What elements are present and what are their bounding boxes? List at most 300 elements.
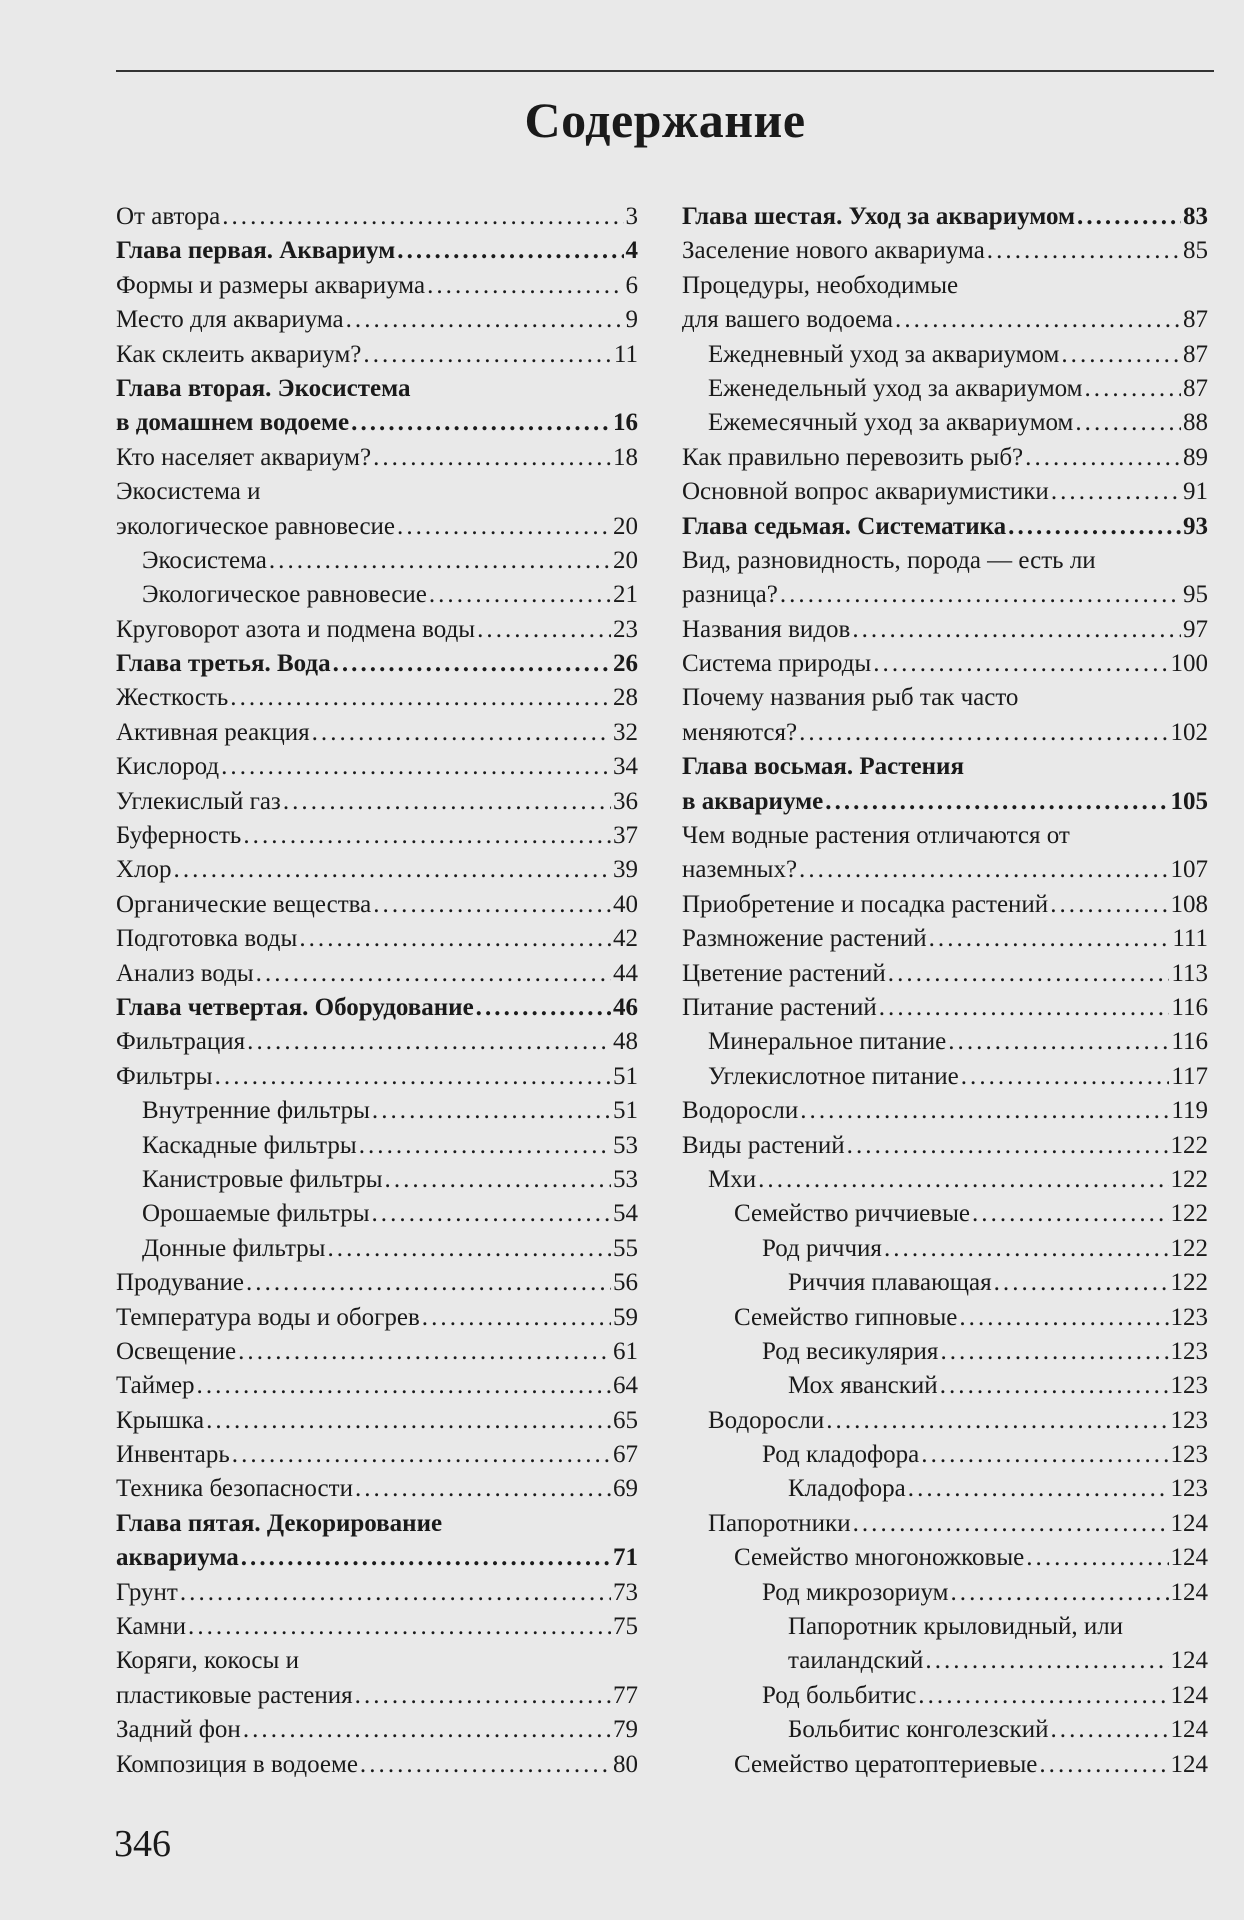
toc-entry-page: 80 [613,1750,638,1778]
dot-leader [174,853,611,887]
toc-entry-title: Крышка [116,1406,205,1434]
dot-leader [825,785,1168,819]
dot-leader [363,338,612,372]
toc-entry-title: Мох яванский [788,1372,938,1400]
toc-entry-page: 55 [613,1234,638,1262]
dot-leader [895,303,1181,337]
toc-entry-title: Канистровые фильтры [142,1165,383,1193]
toc-entry-page: 53 [613,1165,638,1193]
page-number: 346 [114,1823,171,1865]
toc-entry [682,1197,1208,1231]
toc-entry-title: Система природы [682,650,872,678]
toc-entry-page: 97 [1183,615,1208,643]
dot-leader [1025,441,1181,475]
dot-leader [758,1163,1168,1197]
toc-entry-title: Водоросли [708,1406,825,1434]
toc-entry-title: Экологическое равновесие [142,581,427,609]
toc-entry-page: 56 [613,1269,638,1297]
header-rule [116,70,1214,72]
toc-entry [116,819,638,853]
toc-entry [682,1129,1208,1163]
toc-entry [682,200,1208,234]
toc-entry-page: 124 [1170,1716,1208,1744]
dot-leader [908,1472,1169,1506]
dot-leader [918,1679,1168,1713]
dot-leader [888,957,1170,991]
toc-entry-title: Процедуры, необходимые [682,271,959,299]
toc-entry-page: 83 [1183,203,1208,230]
toc-entry-page: 20 [613,546,638,574]
dot-leader [921,1438,1168,1472]
page-title: Содержание [524,92,806,148]
toc-entry-title: Инвентарь [116,1441,230,1469]
toc-entry-title: экологическое равновесие [116,512,396,540]
toc-entry-page: 36 [613,787,638,815]
dot-leader [1085,372,1182,406]
toc-entry [116,1369,638,1403]
toc-entry-title: Освещение [116,1337,237,1365]
toc-entry [682,338,1208,372]
toc-entry [116,234,638,268]
dot-leader [269,544,611,578]
toc-entry-page: 40 [613,890,638,918]
dot-leader [188,1610,611,1644]
dot-leader [972,1197,1169,1231]
toc-entry-page: 87 [1183,306,1208,334]
toc-entry-page: 124 [1170,1509,1208,1537]
toc-entry [116,785,638,819]
dot-leader [180,1576,611,1610]
toc-entry-page: 23 [613,615,638,643]
dot-leader [1050,888,1168,922]
toc-entry-title: наземных? [682,856,798,884]
toc-entry [116,578,638,612]
dot-leader [359,1129,611,1163]
toc-entry [682,888,1208,922]
dot-leader [221,750,611,784]
dot-leader [852,613,1181,647]
toc-entry-page: 122 [1170,1200,1208,1228]
dot-leader [959,1301,1168,1335]
toc-entry-title: Глава пятая. Декорирование [116,1509,443,1537]
dot-leader [879,991,1170,1025]
dot-leader [373,441,611,475]
toc-entry-title: Каскадные фильтры [142,1131,357,1159]
dot-leader [243,819,611,853]
toc-entry-title: аквариума [116,1544,239,1572]
toc-entry-page: 124 [1170,1578,1208,1606]
toc-entry-page: 124 [1170,1681,1208,1709]
toc-entry-title: Буферность [116,822,242,850]
dot-leader [925,1644,1168,1678]
toc-entry [116,681,638,715]
toc-entry-page: 102 [1170,718,1208,746]
toc-entry [682,647,1208,681]
toc-entry-title: Минеральное питание [708,1028,947,1056]
dot-leader [197,1369,611,1403]
toc-entry [116,922,638,956]
toc-entry-title: Риччия плавающая [788,1269,992,1297]
toc-entry-title: в аквариуме [682,787,824,815]
toc-entry [116,957,638,991]
toc-entry [116,372,638,441]
toc-entry [682,1507,1208,1541]
dot-leader [1026,1541,1168,1575]
dot-leader [940,1369,1169,1403]
toc-entry [116,647,638,681]
toc-entry-title: Грунт [116,1578,178,1606]
toc-entry-title: Род весикулярия [762,1337,939,1365]
dot-leader [1008,510,1181,544]
toc-entry-title: Ежемесячный уход за аквариумом [708,409,1074,437]
toc-entry [682,991,1208,1025]
dot-leader [360,1748,611,1782]
dot-leader [256,957,611,991]
toc-entry-page: 53 [613,1131,638,1159]
toc-entry-page: 123 [1170,1303,1208,1331]
toc-entry [116,1404,638,1438]
dot-leader [799,853,1168,887]
dot-leader [799,716,1168,750]
toc-entry-page: 89 [1183,443,1208,471]
toc-entry-title: Глава восьмая. Растения [682,753,964,781]
toc-entry [682,1232,1208,1266]
toc-entry-page: 65 [613,1406,638,1434]
toc-entry-title: Папоротники [708,1509,851,1537]
toc-entry [116,888,638,922]
toc-entry-page: 93 [1183,512,1208,540]
toc-entry-title: Глава седьмая. Систематика [682,512,1007,540]
dot-leader [1051,475,1181,509]
toc-entry-title: Место для аквариума [116,306,344,334]
toc-entry-title: Еженедельный уход за аквариумом [708,374,1083,402]
toc-entry [116,1335,638,1369]
toc-entry [116,853,638,887]
dot-leader [230,681,611,715]
toc-entry [682,1576,1208,1610]
toc-entry [682,613,1208,647]
dot-leader [940,1335,1168,1369]
toc-entry [116,991,638,1025]
toc-entry [682,681,1208,750]
toc-entry-page: 123 [1170,1406,1208,1434]
toc-entry [682,475,1208,509]
dot-leader [826,1404,1168,1438]
toc-entry-page: 117 [1171,1062,1208,1090]
toc-entry [116,1197,638,1231]
toc-entry [116,716,638,750]
toc-entry [116,200,638,234]
toc-entry-title: Названия видов [682,615,851,643]
toc-entry-page: 91 [1183,478,1208,506]
toc-entry-page: 105 [1170,787,1208,815]
toc-entry-title: Коряги, кокосы и [116,1647,299,1675]
toc-entry-title: Почему названия рыб так часто [682,684,1019,712]
dot-leader [327,1232,611,1266]
toc-entry-title: Семейство риччиевые [734,1200,970,1228]
toc-entry-page: 54 [613,1200,638,1228]
toc-entry-title: Глава вторая. Экосистема [116,374,411,402]
toc-entry [682,1438,1208,1472]
toc-entry-page: 85 [1183,237,1208,265]
toc-entry-title: Подготовка воды [116,925,298,953]
toc-entry-page: 87 [1183,340,1208,368]
toc-entry-page: 64 [613,1372,638,1400]
toc-entry [682,1266,1208,1300]
dot-leader [961,1060,1170,1094]
toc-entry [682,957,1208,991]
dot-leader [994,1266,1169,1300]
dot-leader [243,1713,611,1747]
dot-leader [241,1541,611,1575]
toc-entry-title: в домашнем водоеме [116,409,350,437]
toc-entry-page: 16 [613,409,638,437]
dot-leader [427,269,623,303]
toc-entry-title: пластиковые растения [116,1681,353,1709]
toc-entry [682,372,1208,406]
toc-entry [116,338,638,372]
dot-leader [948,1025,1169,1059]
toc-entry [116,1025,638,1059]
toc-entry [682,1610,1208,1679]
toc-entry-title: Внутренние фильтры [142,1097,370,1125]
toc-entry [116,1576,638,1610]
toc-entry-page: 95 [1183,581,1208,609]
dot-leader [1077,200,1181,234]
toc-entry-page: 28 [613,684,638,712]
dot-leader [1075,406,1181,440]
toc-entry-title: Фильтрация [116,1028,246,1056]
toc-entry [682,1369,1208,1403]
toc-entry-page: 11 [613,340,638,368]
toc-entry [116,1094,638,1128]
dot-leader [1061,338,1181,372]
dot-leader [853,1507,1169,1541]
toc-entry-title: Кислород [116,753,220,781]
dot-leader [987,234,1181,268]
toc-entry [116,1644,638,1713]
toc-entry-page: 18 [613,443,638,471]
toc-entry [682,269,1208,338]
dot-leader [333,647,611,681]
toc-entry-title: Как правильно перевозить рыб? [682,443,1024,471]
toc-entry [682,819,1208,888]
toc-entry-page: 124 [1170,1544,1208,1572]
toc-entry-title: Орошаемые фильтры [142,1200,370,1228]
toc-left-column [116,200,638,1782]
toc-entry-page: 124 [1170,1750,1208,1778]
toc-entry-title: Задний фон [116,1716,241,1744]
toc-entry [682,1335,1208,1369]
toc-entry [116,441,638,475]
toc-entry-title: От автора [116,203,221,230]
toc-entry-page: 123 [1170,1441,1208,1469]
toc-entry-page: 77 [613,1681,638,1709]
dot-leader [800,1094,1169,1128]
toc-entry-page: 123 [1170,1372,1208,1400]
toc-entry-page: 46 [613,993,638,1021]
toc-entry-page: 73 [613,1578,638,1606]
toc-entry [116,1301,638,1335]
toc-entry-page: 75 [613,1613,638,1641]
toc-entry-title: Хлор [116,856,172,884]
toc-entry-title: Заселение нового аквариума [682,237,985,265]
toc-entry-page: 116 [1171,993,1208,1021]
toc-entry-page: 123 [1170,1337,1208,1365]
toc-entry-page: 39 [613,856,638,884]
toc-entry [682,441,1208,475]
toc-entry [682,1748,1208,1782]
toc-entry-title: Питание растений [682,993,877,1021]
toc-entry-title: Температура воды и обогрев [116,1303,420,1331]
toc-entry-title: Приобретение и посадка растений [682,890,1049,918]
toc-entry-title: разница? [682,581,778,609]
dot-leader [884,1232,1169,1266]
toc-entry-title: Род риччия [762,1234,882,1262]
toc-entry-title: Экосистема и [116,478,261,506]
toc-entry-title: для вашего водоема [682,306,894,334]
dot-leader [206,1404,611,1438]
toc-entry-title: Род микрозориум [762,1578,949,1606]
toc-entry-page: 116 [1171,1028,1208,1056]
dot-leader [351,406,611,440]
toc-entry-title: Род кладофора [762,1441,920,1469]
toc-entry-title: Глава шестая. Уход за аквариумом [682,203,1076,230]
toc-entry [116,475,638,544]
toc-entry [116,1232,638,1266]
dot-leader [476,991,611,1025]
toc-entry [682,1472,1208,1506]
toc-entry-page: 42 [613,925,638,953]
toc-entry [682,1541,1208,1575]
toc-entry [682,510,1208,544]
toc-entry-title: Семейство гипновые [734,1303,958,1331]
toc-entry-title: Формы и размеры аквариума [116,271,426,299]
toc-entry-title: Продувание [116,1269,244,1297]
toc-entry-page: 108 [1170,890,1208,918]
dot-leader [873,647,1168,681]
toc-entry-page: 124 [1170,1647,1208,1675]
toc-entry-title: Кладофора [788,1475,906,1503]
toc-entry-page: 61 [613,1337,638,1365]
toc-entry-title: Глава четвертая. Оборудование [116,993,474,1021]
dot-leader [385,1163,611,1197]
toc-entry-page: 69 [613,1475,638,1503]
toc-entry-page: 122 [1170,1234,1208,1262]
dot-leader [247,1025,611,1059]
toc-entry-page: 122 [1170,1131,1208,1159]
toc-entry-page: 37 [613,822,638,850]
toc-entry-title: Чем водные растения отличаются от [682,822,1070,850]
toc-entry-title: Кто населяет аквариум? [116,443,372,471]
dot-leader [373,888,611,922]
toc-entry-page: 59 [613,1303,638,1331]
toc-entry [682,922,1208,956]
toc-entry [682,1025,1208,1059]
toc-entry-title: Техника безопасности [116,1475,353,1503]
toc-entry-title: Водоросли [682,1097,799,1125]
dot-leader [238,1335,611,1369]
toc-entry [682,1404,1208,1438]
toc-entry [116,1748,638,1782]
toc-entry-page: 113 [1171,959,1208,987]
toc-entry-page: 4 [625,237,638,265]
toc-entry-page: 32 [613,718,638,746]
toc-entry-title: Круговорот азота и подмена воды [116,615,476,643]
toc-entry [116,1610,638,1644]
dot-leader [355,1679,611,1713]
toc-entry [116,1060,638,1094]
toc-entry-title: Семейство многоножковые [734,1544,1025,1572]
toc-entry-title: меняются? [682,718,798,746]
toc-entry [682,406,1208,440]
dot-leader [477,613,611,647]
toc-entry-title: Таймер [116,1372,195,1400]
toc-entry-title: Виды растений [682,1131,845,1159]
toc-entry-page: 44 [613,959,638,987]
toc-entry [116,1507,638,1576]
toc-entry-title: Активная реакция [116,718,310,746]
toc-entry [116,1438,638,1472]
toc-entry-title: Больбитис конголезский [788,1716,1049,1744]
dot-leader [232,1438,611,1472]
dot-leader [1050,1713,1168,1747]
toc-entry [682,544,1208,613]
toc-entry-page: 6 [625,271,638,299]
toc-entry-title: Углекислотное питание [708,1062,959,1090]
toc-entry-page: 107 [1170,856,1208,884]
toc-entry-page: 34 [613,753,638,781]
toc-entry [116,544,638,578]
dot-leader [950,1576,1168,1610]
toc-entry [116,1472,638,1506]
toc-entry [682,1094,1208,1128]
toc-entry-page: 51 [613,1062,638,1090]
toc-entry-page: 21 [613,581,638,609]
toc-entry-title: Жесткость [116,684,229,712]
toc-entry-page: 119 [1171,1097,1208,1125]
toc-entry-title: Мхи [708,1165,757,1193]
dot-leader [312,716,611,750]
toc-entry [116,1129,638,1163]
toc-entry-page: 26 [613,650,638,678]
toc-entry [116,269,638,303]
toc-entry [682,1713,1208,1747]
toc-entry-title: Семейство цератоптериевые [734,1750,1038,1778]
toc-entry [682,1060,1208,1094]
dot-leader [283,785,611,819]
toc-entry-page: 100 [1170,650,1208,678]
dot-leader [246,1266,611,1300]
toc-entry-page: 71 [613,1544,638,1572]
toc-entry-title: Вид, разновидность, порода — есть ли [682,546,1096,574]
dot-leader [847,1129,1169,1163]
toc-entry-title: Размножение растений [682,925,927,953]
toc-entry [682,234,1208,268]
dot-leader [372,1197,612,1231]
toc-entry-title: Род больбитис [762,1681,917,1709]
toc-entry [682,1163,1208,1197]
toc-entry-page: 87 [1183,374,1208,402]
toc-entry-page: 48 [613,1028,638,1056]
toc-entry-title: Как склеить аквариум? [116,340,362,368]
toc-entry-page: 67 [613,1441,638,1469]
toc-entry-title: Камни [116,1613,187,1641]
toc-entry [116,1266,638,1300]
toc-entry-title: Органические вещества [116,890,372,918]
toc-entry [116,303,638,337]
dot-leader [429,578,611,612]
